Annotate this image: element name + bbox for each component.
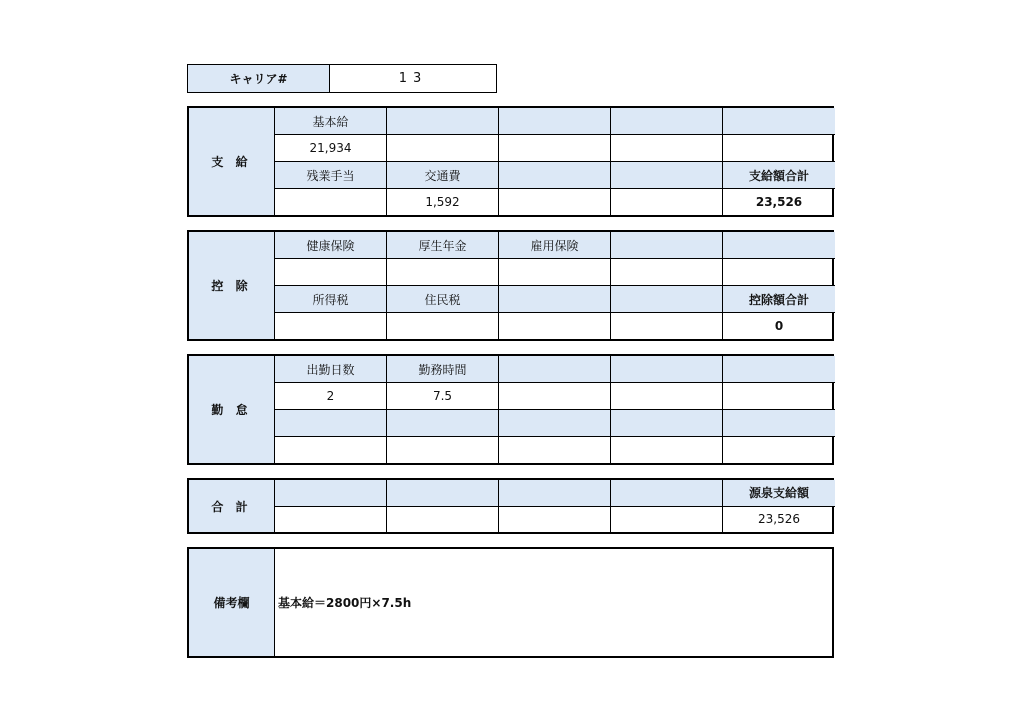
payments-cell bbox=[723, 135, 835, 161]
attendance-cell bbox=[275, 410, 387, 436]
attendance-row-1 bbox=[275, 356, 835, 383]
payments-cell bbox=[499, 189, 611, 215]
attendance-cell: 2 bbox=[275, 383, 387, 409]
deductions-cell bbox=[611, 286, 723, 312]
payments-cell: 基本給 bbox=[275, 108, 387, 134]
attendance-cell bbox=[723, 356, 835, 382]
payments-cell bbox=[611, 189, 723, 215]
deductions-row-2 bbox=[275, 259, 835, 286]
deductions-row-4 bbox=[275, 313, 835, 339]
total-cell bbox=[611, 507, 723, 533]
payments-cell bbox=[499, 135, 611, 161]
deductions-row-3 bbox=[275, 286, 835, 313]
payments-cell bbox=[387, 108, 499, 134]
total-section bbox=[187, 478, 834, 534]
total-cell bbox=[387, 480, 499, 506]
payments-row-3 bbox=[275, 162, 835, 189]
deductions-cell bbox=[611, 313, 723, 339]
attendance-grid bbox=[275, 356, 835, 463]
deductions-cell bbox=[499, 286, 611, 312]
withholding-payment-value: 23,526 bbox=[758, 512, 800, 527]
attendance-row-3 bbox=[275, 410, 835, 437]
memo-section bbox=[187, 547, 834, 658]
deductions-cell bbox=[275, 259, 387, 285]
deductions-cell bbox=[387, 259, 499, 285]
attendance-cell bbox=[499, 437, 611, 463]
attendance-cell bbox=[387, 410, 499, 436]
deductions-cell bbox=[275, 313, 387, 339]
payments-label: 支 給 bbox=[189, 108, 275, 215]
payments-cell: 1,592 bbox=[387, 189, 499, 215]
payments-cell bbox=[275, 189, 387, 215]
attendance-cell bbox=[499, 383, 611, 409]
payments-row-1 bbox=[275, 108, 835, 135]
deductions-section bbox=[187, 230, 834, 341]
memo-text: 基本給＝2800円×7.5h bbox=[278, 596, 412, 610]
career-number-label: キャリア# bbox=[188, 65, 330, 92]
deductions-cell: 厚生年金 bbox=[387, 232, 499, 258]
total-cell bbox=[275, 480, 387, 506]
payments-total-value: 23,526 bbox=[755, 195, 803, 209]
payments-cell: 21,934 bbox=[275, 135, 387, 161]
deductions-total-value: 0 bbox=[774, 319, 784, 333]
payments-cell: 残業手当 bbox=[275, 162, 387, 188]
payments-grid bbox=[275, 108, 835, 215]
attendance-section bbox=[187, 354, 834, 465]
deductions-cell bbox=[611, 259, 723, 285]
total-row-2 bbox=[275, 507, 835, 533]
attendance-cell bbox=[611, 437, 723, 463]
attendance-row-4 bbox=[275, 437, 835, 463]
deductions-cell bbox=[723, 259, 835, 285]
deductions-cell bbox=[723, 232, 835, 258]
attendance-cell bbox=[275, 437, 387, 463]
attendance-cell: 勤務時間 bbox=[387, 356, 499, 382]
attendance-cell bbox=[723, 383, 835, 409]
deductions-grid bbox=[275, 232, 835, 339]
total-label: 合 計 bbox=[189, 480, 275, 532]
payments-cell bbox=[611, 108, 723, 134]
total-cell bbox=[275, 507, 387, 533]
payments-row-2 bbox=[275, 135, 835, 162]
payments-cell: 交通費 bbox=[387, 162, 499, 188]
attendance-row-2 bbox=[275, 383, 835, 410]
deductions-cell bbox=[499, 313, 611, 339]
payments-row-4 bbox=[275, 189, 835, 215]
attendance-cell bbox=[499, 356, 611, 382]
deductions-total-label: 控除額合計 bbox=[748, 292, 809, 307]
attendance-cell: 7.5 bbox=[387, 383, 499, 409]
payments-cell bbox=[499, 108, 611, 134]
deductions-cell bbox=[387, 313, 499, 339]
attendance-cell bbox=[611, 410, 723, 436]
attendance-label: 勤 怠 bbox=[189, 356, 275, 463]
payments-total-label: 支給額合計 bbox=[748, 168, 809, 183]
attendance-cell bbox=[499, 410, 611, 436]
payments-section bbox=[187, 106, 834, 217]
withholding-payment-label: 源泉支給額 bbox=[748, 486, 809, 501]
deductions-cell bbox=[611, 232, 723, 258]
total-cell bbox=[611, 480, 723, 506]
deductions-cell: 健康保険 bbox=[275, 232, 387, 258]
total-cell bbox=[499, 507, 611, 533]
deductions-cell: 雇用保険 bbox=[499, 232, 611, 258]
career-number-value: 13 bbox=[398, 71, 428, 86]
attendance-cell bbox=[611, 356, 723, 382]
deductions-cell: 所得税 bbox=[275, 286, 387, 312]
deductions-row-1 bbox=[275, 232, 835, 259]
payments-cell bbox=[387, 135, 499, 161]
memo-label: 備考欄 bbox=[189, 549, 275, 656]
payments-cell bbox=[723, 108, 835, 134]
total-grid bbox=[275, 480, 835, 532]
attendance-cell bbox=[723, 437, 835, 463]
deductions-cell: 住民税 bbox=[387, 286, 499, 312]
attendance-cell: 出勤日数 bbox=[275, 356, 387, 382]
payments-cell bbox=[611, 162, 723, 188]
attendance-cell bbox=[387, 437, 499, 463]
attendance-cell bbox=[723, 410, 835, 436]
deductions-cell bbox=[499, 259, 611, 285]
total-cell bbox=[499, 480, 611, 506]
payments-cell bbox=[611, 135, 723, 161]
total-row-1 bbox=[275, 480, 835, 507]
payments-cell bbox=[499, 162, 611, 188]
total-cell bbox=[387, 507, 499, 533]
career-number-box bbox=[187, 64, 497, 93]
deductions-label: 控 除 bbox=[189, 232, 275, 339]
attendance-cell bbox=[611, 383, 723, 409]
